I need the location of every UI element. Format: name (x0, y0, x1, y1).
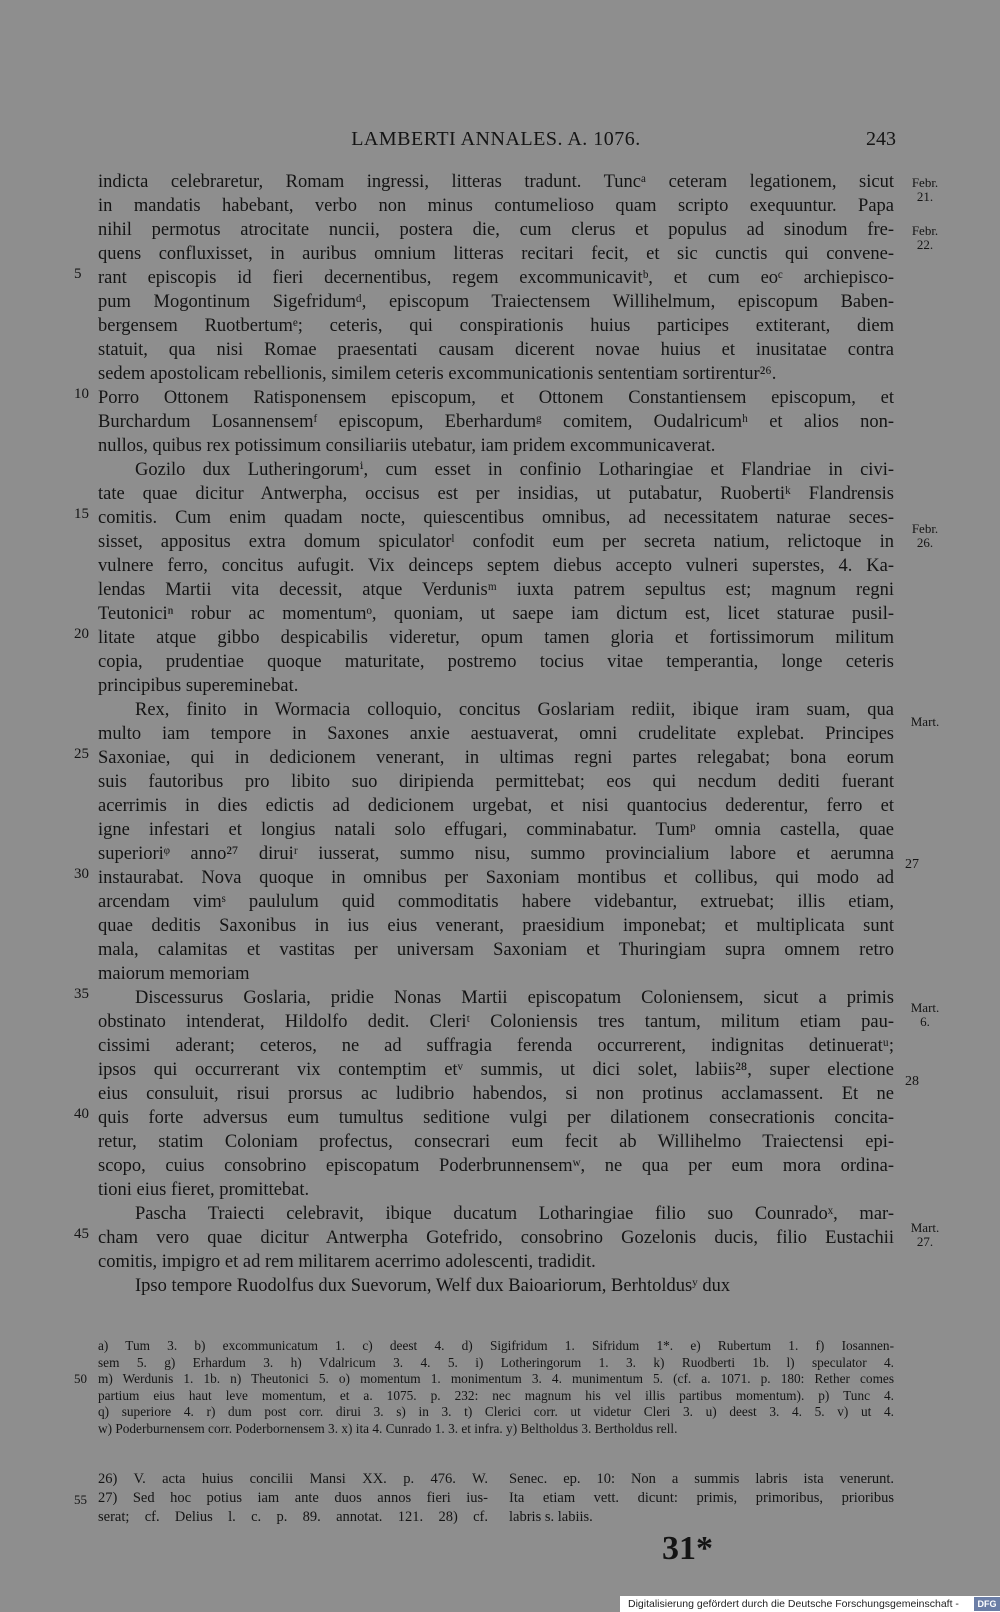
text-line: scopo, cuius consobrino episcopatum Poderbrunnensemʷ, ne qua per eum mora ordina- (98, 1156, 894, 1176)
text-line: q) superiore 4. r) dum post corr. dirui 3. s) in 3. t) Clerici corr. ut videtur Cleri 3. u) deest 3. 4. 5. v) ut 4. (98, 1404, 894, 1419)
text-line: acerrimis in dies edictis ad dedicionem urgebat, et nisi quantocius dederentur, ferro et (98, 796, 894, 816)
main-text-column (98, 170, 894, 1298)
text-line: cissimi aderant; ceteros, ne ad suffragia ferenda occurrerent, indignitas detinueratᵘ; (98, 1036, 894, 1056)
text-line: ipsos qui occurrerant vix contemptim etᵛ summis, ut dici solet, labiis²⁸, super electione (98, 1060, 894, 1080)
line-number: 55 (74, 1492, 87, 1507)
text-line: copia, prudentiae quoque maturitate, postremo tocius vitae temperantia, longe ceteris (98, 652, 894, 672)
text-line: instaurabat. Nova quoque in omnibus per Saxoniam montibus et collibus, qui modo ad (98, 868, 894, 888)
line-number: 15 (74, 506, 89, 522)
text-line: a) Tum 3. b) excommunicatum 1. c) deest 4. d) Sigifridum 1. Sifridum 1*. e) Rubertum 1. f) Iosannen- (98, 1338, 894, 1353)
text-line: w) Poderburnensem corr. Poderbornensem 3. x) ita 4. Cunrado 1. 3. et infra. y) Beltholdus 3. Bertholdus rell. (98, 1420, 678, 1436)
margin-reference-number: 28 (905, 1074, 919, 1089)
line-number: 5 (74, 266, 82, 282)
dfg-logo-icon: DFG (974, 1597, 1000, 1611)
margin-date-note: Mart. (910, 714, 940, 729)
digitization-credit (620, 1596, 1000, 1612)
text-line: igne infestari et longius natali solo effugari, comminabatur. Tumᵖ omnia castella, quae (98, 820, 894, 840)
margin-date-note: Febr. 22. (911, 223, 939, 252)
margin-date-note: Febr. 21. (911, 175, 939, 204)
text-line: bergensem Ruotbertumᵉ; ceteris, qui conspirationis huius participes extiterant, diem (98, 316, 894, 336)
text-line: sem 5. g) Erhardum 3. h) Vdalricum 3. 4. 5. i) Lotheringorum 1. 3. k) Ruodberti 1b. l) speculator 4. (98, 1354, 894, 1370)
text-line: Burchardum Losannensemᶠ episcopum, Eberhardumᵍ comitem, Oudalricumʰ et alios non- (98, 412, 894, 432)
text-line: mala, calamitas et vastitas per universam Saxoniam et Thuringiam supra omnem retro (98, 940, 894, 960)
text-line: Ipso tempore Ruodolfus dux Suevorum, Welf dux Baioariorum, Berhtoldusʸ dux (98, 1276, 731, 1296)
text-line: nihil permotus atrocitate nuncii, postera die, cum clerus et populus ad sinodum fre- (98, 220, 894, 240)
text-line: indicta celebraretur, Romam ingressi, litteras tradunt. Tuncᵃ ceteram legationem, sicut (98, 172, 894, 192)
text-line: partium eius haut leve momentum, et a. 1075. p. 232: nec magnum his vel illis partibus momentum). p) Tunc 4. (98, 1387, 894, 1403)
text-line: statuit, qua nisi Romae praesentati causam dicerent novae huius et inusitatae contra (98, 340, 894, 360)
text-line: suis fautoribus pro libito suo diripienda permittebat; eos qui necdum dediti fuerant (98, 772, 894, 792)
text-line: superioriᵠ anno²⁷ diruiʳ iusserat, summo nisu, summo provincialium labore et aerumna (98, 844, 894, 864)
text-line: Senec. ep. 10: Non a summis labris ista venerunt. (509, 1471, 894, 1487)
text-line: Ita etiam vett. dicunt: primis, primoribus, prioribus (509, 1490, 894, 1506)
text-line: eius consuluit, risui prorsus ac ludibrio habendos, si non protinus acclamassent. Et ne (98, 1084, 894, 1104)
text-line: sedem apostolicam rebellionis, similem ceteris excommunicationis sententiam sortirentur²⁶. (98, 364, 777, 384)
text-line: tioni eius fieret, promittebat. (98, 1180, 310, 1200)
text-line: tate quae dicitur Antwerpha, occisus est per insidias, ut putabatur, Ruobertiᵏ Flandrensis (98, 484, 894, 504)
text-line: m) Werdunis 1. 1b. n) Theutonici 5. o) momentum 1. monimentum 3. 4. munimentum 5. (cf. a. 1071. p. 180: Rether comes (98, 1371, 894, 1386)
margin-date-note: Mart. 6. (910, 1000, 940, 1029)
commentary-left-column (98, 1470, 488, 1527)
page-number: 243 (866, 128, 896, 150)
text-line: serat; cf. Delius l. c. p. 89. annotat. 121. 28) cf. (98, 1509, 488, 1525)
text-line: Pascha Traiecti celebravit, ibique ducatum Lotharingiae filio suo Counradoˣ, mar- (98, 1204, 894, 1224)
line-number: 50 (74, 1371, 87, 1386)
text-line: sisset, appositus extra domum spiculatorˡ confodit eum per secreta natium, relictoque in (98, 532, 894, 552)
running-header (96, 128, 896, 158)
text-line: Gozilo dux Lutheringorumⁱ, cum esset in confinio Lotharingiae et Flandriae in civi- (98, 460, 894, 480)
text-line: 26) V. acta huius concilii Mansi XX. p. 476. W. (98, 1471, 488, 1487)
signature-mark: 31* (662, 1530, 713, 1567)
text-line: comitis, impigro et ad rem militarem acerrimo adolescenti, tradidit. (98, 1252, 596, 1272)
text-line: lendas Martii vita decessit, atque Verdunisᵐ iuxta patrem sepultus est; magnum regni (98, 580, 894, 600)
line-number: 45 (74, 1226, 89, 1242)
margin-date-note: Mart. 27. (910, 1220, 940, 1249)
text-line: rant episcopis id fieri decernentibus, regem excommunicavitᵇ, et cum eoᶜ archiepisco- (98, 268, 894, 288)
credit-text: Digitalisierung gefördert durch die Deutsche Forschungsgemeinschaft - (628, 1598, 959, 1610)
text-line: quis forte adversus eum tumultus seditione vulgi per dilationem consecrationis concita- (98, 1108, 894, 1128)
text-line: cham vero quae dicitur Antwerpha Gotefrido, consobrino Gozelonis ducis, filio Eustachii (98, 1228, 894, 1248)
margin-date-note: Febr. 26. (911, 521, 939, 550)
text-line: vulnere ferro, concitus aufugit. Vix deinceps septem diebus accepto vulneri superstes, 4. Ka- (98, 556, 894, 576)
text-line: quae deditis Saxonibus in ius eius venerant, praesidium imponebat; et multiplicata sunt (98, 916, 894, 936)
running-title: LAMBERTI ANNALES. A. 1076. (351, 128, 641, 150)
text-line: Rex, finito in Wormacia colloquio, concitus Goslariam rediit, ibique iram suam, qua (98, 700, 894, 720)
text-line: maiorum memoriam (98, 964, 250, 984)
line-number: 35 (74, 986, 89, 1002)
text-line: in mandatis habebant, verbo non minus contumelioso quam scripto exequuntur. Papa (98, 196, 894, 216)
text-line: Porro Ottonem Ratisponensem episcopum, et Ottonem Constantiensem episcopum, et (98, 388, 894, 408)
text-line: obstinato intenderat, Hildolfo dedit. Cleriᵗ Coloniensis tres tantum, militum etiam pau- (98, 1012, 894, 1032)
critical-apparatus (98, 1338, 894, 1437)
line-number: 10 (74, 386, 89, 402)
text-line: retur, statim Coloniam profectus, consecrari eum fecit ab Willihelmo Traiectensi epi- (98, 1132, 894, 1152)
text-line: principibus supereminebat. (98, 676, 299, 696)
line-number: 30 (74, 866, 89, 882)
text-line: nullos, quibus rex potissimum consiliariis utebatur, iam pridem excommunicaverat. (98, 436, 716, 456)
text-line: labris s. labiis. (509, 1509, 593, 1525)
text-line: 27) Sed hoc potius iam ante duos annos fieri ius- (98, 1490, 488, 1506)
text-line: quens confluxisset, in auribus omnium litteras recitari fecit, et sic cunctis qui convene- (98, 244, 894, 264)
line-number: 40 (74, 1106, 89, 1122)
commentary-right-column (509, 1470, 894, 1527)
text-line: pum Mogontinum Sigefridumᵈ, episcopum Traiectensem Willihelmum, episcopum Baben- (98, 292, 894, 312)
text-line: Saxoniae, qui in dedicionem venerant, in ultimas regni partes relegabat; bona eorum (98, 748, 894, 768)
line-number: 25 (74, 746, 89, 762)
text-line: Teutoniciⁿ robur ac momentumᵒ, quoniam, ut saepe iam dictum est, licet staturae pusil- (98, 604, 894, 624)
text-line: multo iam tempore in Saxones anxie aestuaverat, omni crudelitate explebat. Principes (98, 724, 894, 744)
text-line: Discessurus Goslaria, pridie Nonas Martii episcopatum Coloniensem, sicut a primis (98, 988, 894, 1008)
text-line: litate atque gibbo despicabilis videretur, opum tamen gloria et fortissimorum militum (98, 628, 894, 648)
margin-reference-number: 27 (905, 857, 919, 872)
text-line: comitis. Cum enim quadam nocte, quiescentibus omnibus, ad necessitatem naturae seces- (98, 508, 894, 528)
line-number: 20 (74, 626, 89, 642)
text-line: arcendam vimˢ paululum quid commoditatis habere videbantur, extruebat; illis etiam, (98, 892, 894, 912)
